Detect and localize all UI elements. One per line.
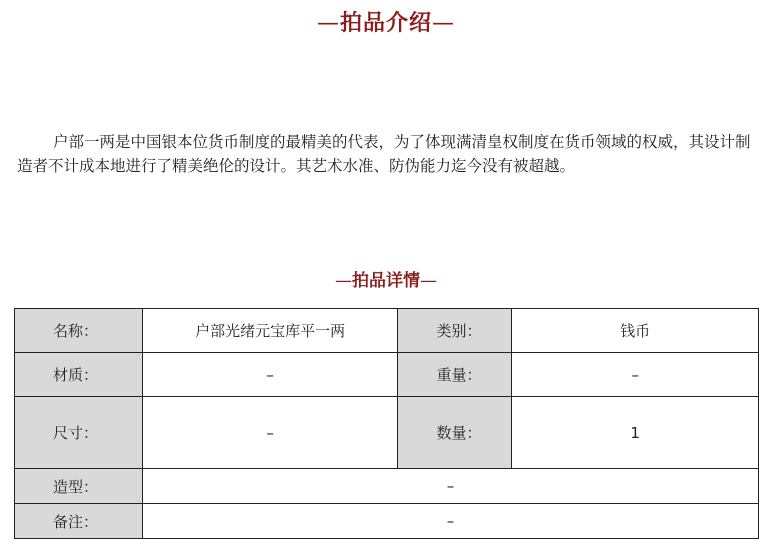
name-label: 名称： (15, 309, 143, 353)
intro-paragraph: 户部一两是中国银本位货币制度的最精美的代表，为了体现满清皇权制度在货币领域的权威，其设计制造者不计成本地进行了精美绝伦的设计。其艺术水准、防伪能力迄今没有被超越。 (17, 132, 751, 175)
table-row (15, 504, 759, 539)
quantity-value: 1 (512, 397, 759, 469)
size-value: – (142, 397, 398, 469)
heading-dash-right: — (432, 11, 455, 36)
heading-dash-left: — (335, 271, 352, 291)
shape-value: – (142, 469, 758, 504)
table-row (15, 353, 759, 397)
intro-title-text: 拍品介绍 (339, 11, 432, 36)
remark-label: 备注： (15, 504, 143, 539)
weight-label: 重量： (398, 353, 512, 397)
details-table (14, 308, 759, 539)
remark-value: – (142, 504, 758, 539)
table-row (15, 469, 759, 504)
heading-dash-left: — (316, 11, 340, 36)
name-value: 户部光绪元宝库平一两 (142, 309, 398, 353)
heading-dash-right: — (420, 271, 437, 291)
material-value: – (142, 353, 398, 397)
details-title-text: 拍品详情 (352, 271, 420, 291)
category-label: 类别： (398, 309, 512, 353)
material-label: 材质： (15, 353, 143, 397)
weight-value: – (512, 353, 759, 397)
details-heading (0, 266, 772, 291)
table-row (15, 309, 759, 353)
table-row (15, 397, 759, 469)
intro-heading (0, 6, 772, 37)
category-value: 钱币 (512, 309, 759, 353)
size-label: 尺寸： (15, 397, 143, 469)
shape-label: 造型： (15, 469, 143, 504)
quantity-label: 数量： (398, 397, 512, 469)
